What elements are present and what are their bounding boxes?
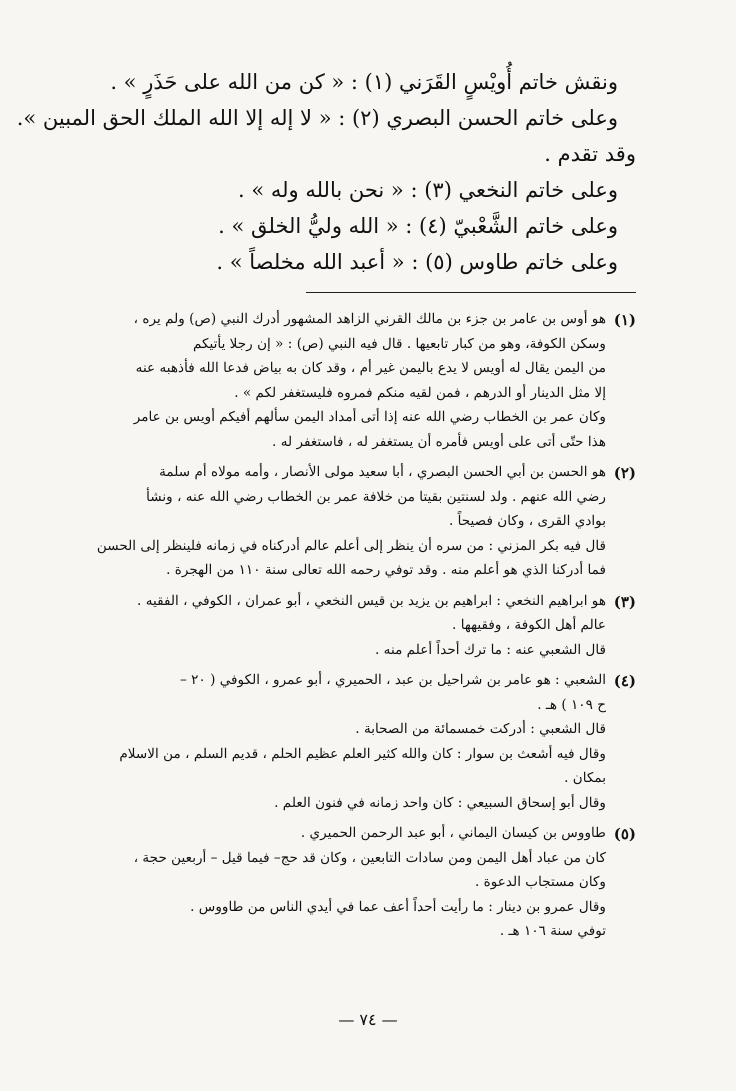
- footnote-line: بوادي القرى ، وكان فصيحاً .: [449, 513, 606, 529]
- footnote-line: توفي سنة ١٠٦ هـ .: [499, 923, 606, 939]
- footnote-body: [88, 307, 606, 454]
- footnote-number: (١): [613, 311, 636, 329]
- footnote-body: [88, 589, 606, 663]
- footnote: [88, 668, 636, 815]
- footnote-line: كان من عباد أهل اليمن ومن سادات التابعين ، وكان قد حج– فيما قيل – أربعين حجة ،: [133, 849, 606, 866]
- footnote-line: وقال أبو إسحاق السبيعي : كان واحد زمانه في فنون العلم .: [274, 794, 606, 811]
- main-text-line: وعلى خاتم طاوس (٥) : « أعبد الله مخلصاً » .: [216, 250, 618, 274]
- footnote-line: وقال عمرو بن دينار : ما رأيت أحداً أعف عما في أيدي الناس من طاووس .: [190, 898, 606, 915]
- main-text-line: وعلى خاتم الحسن البصري (٢) : « لا إله إلا الله الملك الحق المبين ».: [16, 106, 618, 130]
- footnote-line: قال الشعبي عنه : ما ترك أحداً أعلم منه .: [375, 641, 606, 658]
- footnote-line: فما أدركنا الذي هو أعلم منه . وقد توفي رحمه الله تعالى سنة ١١٠ من الهجرة .: [166, 562, 606, 578]
- footnote-line: عالم أهل الكوفة ، وفقيهها .: [452, 617, 606, 633]
- footnote: [88, 307, 636, 454]
- footnote-line: قال الشعبي : أدركت خمسمائة من الصحابة .: [355, 721, 606, 737]
- footnote-number: (٢): [613, 464, 636, 482]
- footnote-body: [88, 821, 606, 944]
- footnote-line: بمكان .: [564, 770, 606, 786]
- main-text-line: وعلى خاتم النخعي (٣) : « نحن بالله وله » .: [238, 178, 618, 202]
- footnote-line: هو أوس بن عامر بن جزء بن مالك القرني الزاهد المشهور أدرك النبي (ص) ولم يره ،: [133, 311, 606, 327]
- footnote-line: وكان مستجاب الدعوة .: [475, 874, 606, 890]
- footnote-line: رضي الله عنهم . ولد لسنتين بقيتا من خلافة عمر بن الخطاب رضي الله عنه ، ونشأ: [146, 488, 606, 505]
- page-number: — ٧٤ —: [338, 1010, 398, 1029]
- footnote-separator: [306, 292, 636, 293]
- footnote-line: من اليمن يقال له أويس لا يدع باليمن غير أم ، وقد كان به بياض فدعا الله فأذهبه عنه: [135, 360, 606, 376]
- footnote-line: ح ١٠٩ ) هـ .: [537, 696, 606, 713]
- footnote-line: وسكن الكوفة، وهو من كبار تابعيها . قال فيه النبي (ص) : « إن رجلا يأتيكم: [192, 335, 606, 352]
- main-text-line: وقد تقدم .: [544, 142, 636, 166]
- footnote-number: (٣): [613, 592, 636, 611]
- main-text-line: ونقش خاتم أُويْسٍ القَرَني (١) : « كن من الله على حَذَرٍ » .: [110, 70, 618, 94]
- footnote-line: وكان عمر بن الخطاب رضي الله عنه إذا أتى أمداد اليمن سألهم أفيكم أويس بن عامر: [133, 409, 606, 425]
- footnote-line: هو ابراهيم النخعي : ابراهيم بن يزيد بن قيس النخعي ، أبو عمران ، الكوفي ، الفقيه .: [137, 592, 606, 609]
- footnote-line: الشعبي : هو عامر بن شراحيل بن عبد ، الحميري ، أبو عمرو ، الكوفي ( ٢٠ –: [180, 672, 606, 688]
- footnote-line: وقال فيه أشعث بن سوار : كان والله كثير العلم عظيم الحلم ، قديم السلم ، من الاسلام: [119, 745, 606, 762]
- footnote-body: [88, 460, 606, 583]
- footnote-number: (٤): [613, 672, 636, 690]
- footnotes: [88, 307, 636, 944]
- footnote: [88, 460, 636, 583]
- footnote: [88, 821, 636, 944]
- main-text-line: وعلى خاتم الشَّعْبيّ (٤) : « الله وليُّ الخلق » .: [218, 214, 618, 238]
- footnote-line: قال فيه بكر المزني : من سره أن ينظر إلى أعلم عالم أدركناه في زمانه فلينظر إلى الحسن: [96, 537, 606, 554]
- footnote-line: هو الحسن بن أبي الحسن البصري ، أبا سعيد مولى الأنصار ، وأمه مولاه أم سلمة: [159, 464, 606, 480]
- footnote-body: [88, 668, 606, 815]
- footnote-line: هذا حتّى أتى على أويس فأمره أن يستغفر له ، فاستغفر له .: [272, 433, 606, 450]
- footnote-line: إلا مثل الدينار أو الدرهم ، فمن لقيه منكم فمروه فليستغفر لكم » .: [234, 384, 606, 401]
- main-text: [16, 64, 636, 280]
- footnote-line: طاووس بن كيسان اليماني ، أبو عبد الرحمن الحميري .: [300, 825, 606, 841]
- footnote: [88, 589, 636, 663]
- footnote-number: (٥): [613, 825, 636, 843]
